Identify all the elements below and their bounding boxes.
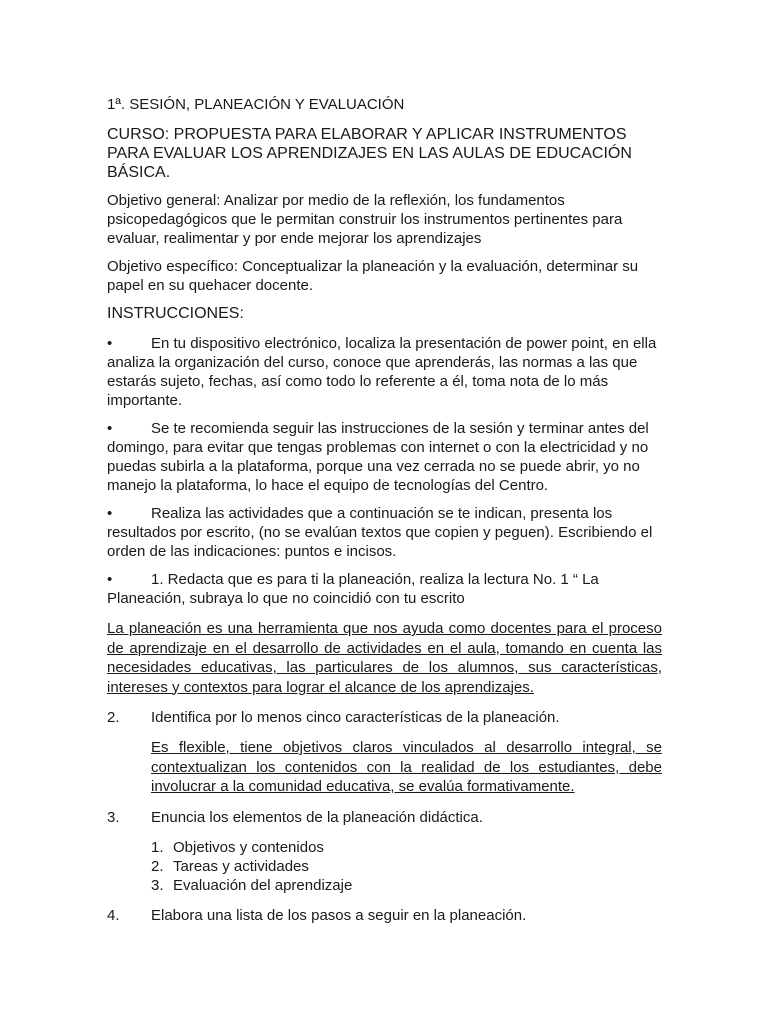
list-item [151, 857, 662, 876]
numbered-item-3 [107, 808, 662, 827]
item-text: Identifica por lo menos cinco características de la planeación. [151, 709, 560, 726]
list-item [151, 838, 662, 857]
item-text: Enuncia los elementos de la planeación didáctica. [151, 808, 483, 826]
item-number: 4. [107, 906, 120, 924]
specific-objective: Objetivo específico: Conceptualizar la planeación y la evaluación, determinar su papel en su quehacer docente. [107, 258, 639, 294]
general-objective: Objetivo general: Analizar por medio de la reflexión, los fundamentos psicopedagógicos que le permitan construir los instrumentos pertinentes para evaluar, realimentar y por ende mejorar los aprendizajes [107, 192, 623, 247]
instructions-heading: INSTRUCCIONES: [107, 305, 244, 322]
bullet-icon: • [107, 420, 113, 437]
answer-planning-characteristics: Es flexible, tiene objetivos claros vinculados al desarrollo integral, se contextualizan los contenidos con la realidad de los estudiantes, debe involucrar a la comunidad educativa, se evalúa formativamente. [151, 739, 662, 795]
list-item-text: Evaluación del aprendizaje [173, 876, 353, 894]
instruction-bullet [107, 419, 662, 495]
item-number: 2. [107, 709, 120, 726]
list-item-number: 1. [151, 838, 164, 856]
planning-elements-list [151, 838, 662, 895]
bullet-text: Realiza las actividades que a continuación se te indican, presenta los resultados por escrito, (no se evalúan textos que copien y peguen). Escribiendo el orden de las indicaciones: puntos e incisos. [107, 505, 653, 560]
bullet-text: Se te recomienda seguir las instrucciones de la sesión y terminar antes del domingo, para evitar que tengas problemas con internet o con la electricidad y no puedas subirla a la plataforma, porque una vez cerrada no se puede abrir, yo no manejo la plataforma, lo hace el equipo de tecnologías del Centro. [107, 420, 649, 494]
instruction-bullet [107, 334, 662, 410]
document-page [107, 95, 662, 936]
instruction-bullet [107, 570, 662, 608]
session-title: 1ª. SESIÓN, PLANEACIÓN Y EVALUACIÓN [107, 96, 405, 113]
numbered-item-4 [107, 906, 662, 925]
list-item-text: Objetivos y contenidos [173, 838, 324, 856]
item-number: 3. [107, 808, 120, 826]
list-item-number: 3. [151, 876, 164, 894]
list-item [151, 876, 662, 895]
list-item-text: Tareas y actividades [173, 857, 309, 875]
bullet-icon: • [107, 335, 113, 352]
course-title: CURSO: PROPUESTA PARA ELABORAR Y APLICAR INSTRUMENTOS PARA EVALUAR LOS APRENDIZAJES EN LAS AULAS DE EDUCACIÓN BÁSICA. [107, 126, 632, 181]
bullet-text: En tu dispositivo electrónico, localiza la presentación de power point, en ella analiza la organización del curso, conoce que aprenderás, las normas a las que estarás sujeto, fechas, así como todo lo referente a él, toma nota de lo más importante. [107, 335, 657, 409]
answer-planning-definition: La planeación es una herramienta que nos ayuda como docentes para el proceso de aprendizaje en el desarrollo de actividades en el aula, tomando en cuenta las necesidades educativas, las particulares de los alumnos, sus características, intereses y contextos para lograr el alcance de los aprendizajes. [107, 620, 662, 696]
numbered-item-2 [107, 708, 662, 727]
bullet-icon: • [107, 505, 113, 522]
bullet-text: 1. Redacta que es para ti la planeación, realiza la lectura No. 1 “ La Planeación, subraya lo que no coincidió con tu escrito [107, 571, 599, 607]
bullet-icon: • [107, 571, 113, 588]
instruction-bullet [107, 504, 662, 561]
item-text: Elabora una lista de los pasos a seguir en la planeación. [151, 906, 527, 924]
list-item-number: 2. [151, 857, 164, 875]
